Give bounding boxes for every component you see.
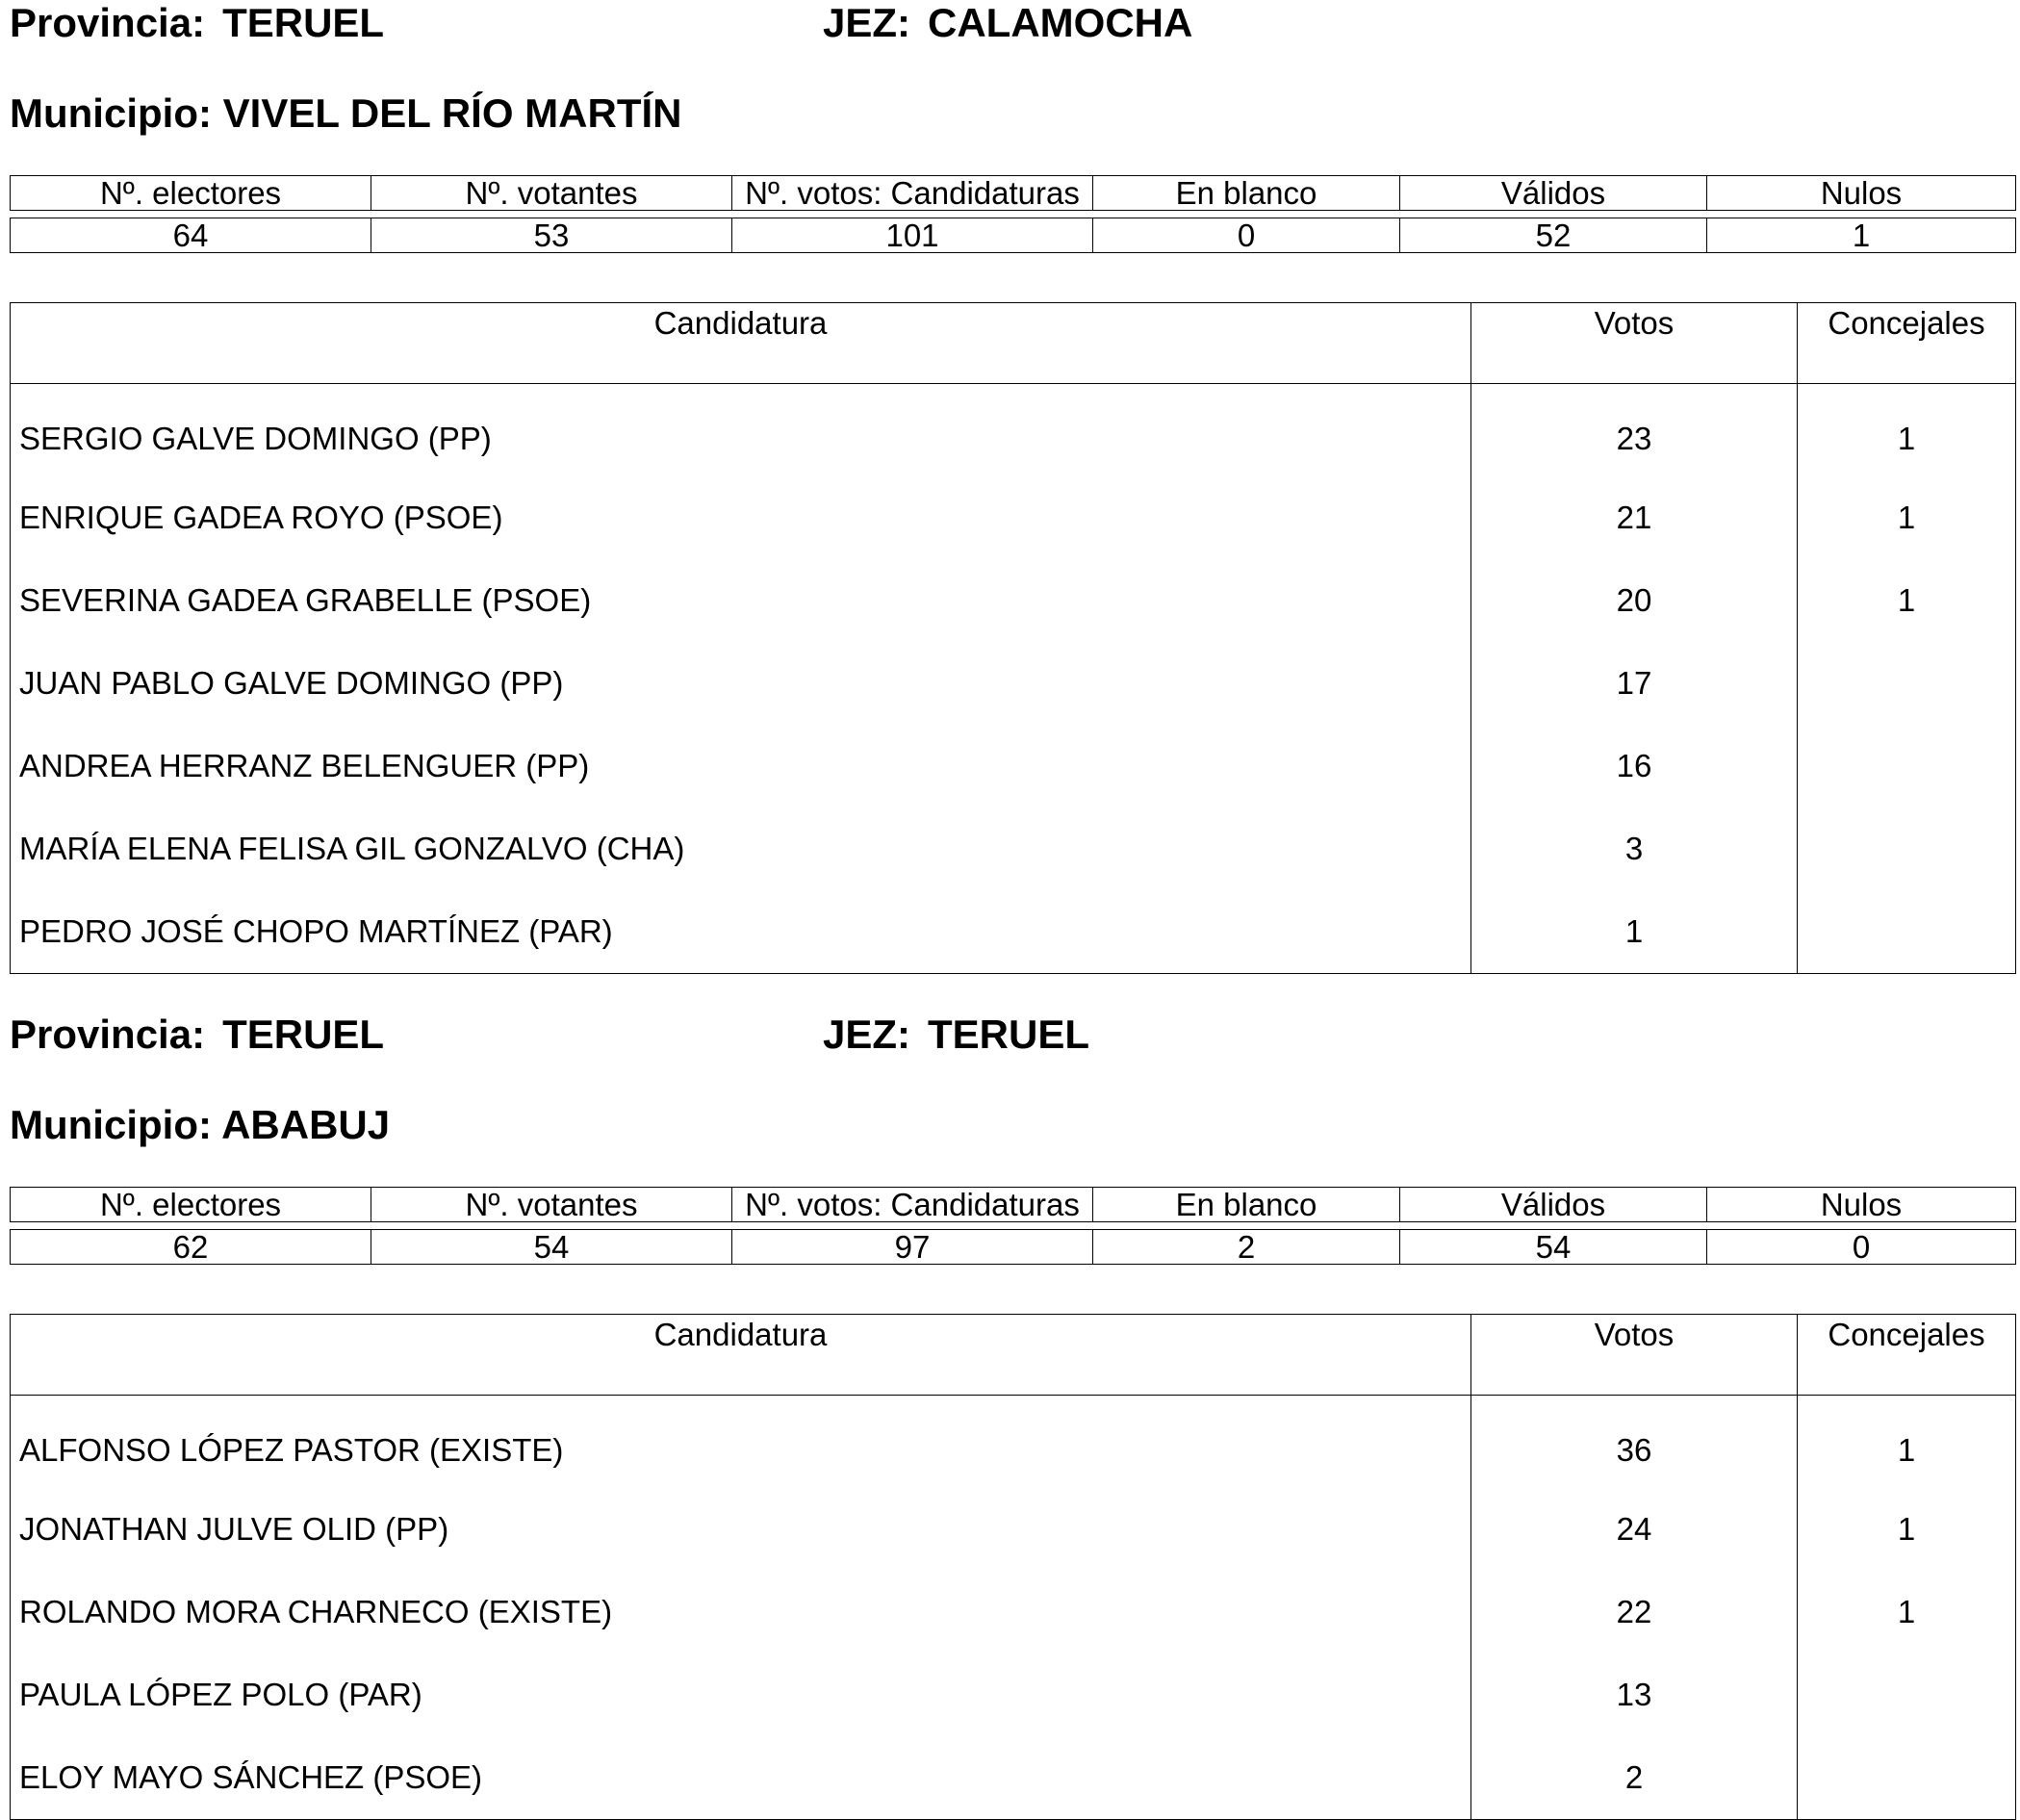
candidate-concejales — [1798, 725, 2016, 807]
table-row — [11, 807, 2016, 890]
candidate-name: ANDREA HERRANZ BELENGUER (PP) — [19, 748, 590, 783]
provincia-label: Provincia: — [10, 1012, 206, 1057]
candidate-concejales: 1 — [1798, 384, 2016, 477]
stat-header-en-blanco: En blanco — [1093, 176, 1400, 211]
stat-nulos: 0 — [1707, 1230, 2016, 1265]
jez-label: JEZ: — [823, 1012, 911, 1057]
header-concejales: Concejales — [1798, 1315, 2016, 1396]
provincia-heading — [10, 1012, 384, 1058]
stat-header-votos-candidaturas: Nº. votos: Candidaturas — [732, 1188, 1093, 1222]
municipio-heading — [10, 90, 681, 137]
header-concejales: Concejales — [1798, 303, 2016, 384]
candidate-concejales: 1 — [1798, 1571, 2016, 1653]
candidate-votos: 24 — [1471, 1488, 1798, 1571]
jez-value: TERUEL — [928, 1012, 1090, 1057]
stat-votantes: 54 — [371, 1230, 732, 1265]
candidate-votos: 16 — [1471, 725, 1798, 807]
table-row — [11, 1396, 2016, 1489]
municipio-heading — [10, 1102, 390, 1148]
stat-header-validos: Válidos — [1400, 176, 1707, 211]
candidate-name: ELOY MAYO SÁNCHEZ (PSOE) — [19, 1759, 483, 1795]
candidate-concejales — [1798, 642, 2016, 725]
candidate-votos: 2 — [1471, 1736, 1798, 1820]
municipio-value: ABABUJ — [221, 1102, 391, 1147]
provincia-value: TERUEL — [222, 1012, 385, 1057]
candidate-name: SEVERINA GADEA GRABELLE (PSOE) — [19, 582, 592, 618]
stat-en-blanco: 0 — [1093, 218, 1400, 253]
candidate-votos: 3 — [1471, 807, 1798, 890]
candidate-name: SERGIO GALVE DOMINGO (PP) — [19, 421, 492, 456]
table-row — [11, 384, 2016, 477]
provincia-label: Provincia: — [10, 0, 206, 45]
stat-header-electores: Nº. electores — [11, 1188, 371, 1222]
table-row — [11, 1488, 2016, 1571]
provincia-heading — [10, 0, 384, 46]
header-votos: Votos — [1471, 303, 1798, 384]
candidate-concejales — [1798, 807, 2016, 890]
candidates-table — [10, 1314, 2016, 1820]
stat-validos: 54 — [1400, 1230, 1707, 1265]
table-row — [11, 725, 2016, 807]
stat-header-en-blanco: En blanco — [1093, 1188, 1400, 1222]
stats-value-row — [11, 218, 2016, 253]
stat-header-nulos: Nulos — [1707, 1188, 2016, 1222]
candidate-votos: 17 — [1471, 642, 1798, 725]
candidate-votos: 36 — [1471, 1396, 1798, 1489]
stat-header-nulos: Nulos — [1707, 176, 2016, 211]
stat-votantes: 53 — [371, 218, 732, 253]
candidate-name: ALFONSO LÓPEZ PASTOR (EXISTE) — [19, 1432, 564, 1468]
municipio-label: Municipio: — [10, 90, 212, 136]
candidate-name: MARÍA ELENA FELISA GIL GONZALVO (CHA) — [19, 831, 685, 866]
candidate-concejales — [1798, 1736, 2016, 1820]
municipio-value: VIVEL DEL RÍO MARTÍN — [222, 90, 682, 136]
candidate-concejales: 1 — [1798, 476, 2016, 559]
candidates-table — [10, 302, 2016, 974]
candidate-votos: 13 — [1471, 1653, 1798, 1736]
candidates-header-row — [11, 303, 2016, 384]
candidate-name: ENRIQUE GADEA ROYO (PSOE) — [19, 500, 503, 535]
header-votos: Votos — [1471, 1315, 1798, 1396]
municipio-section-2 — [10, 1012, 2015, 1810]
candidate-name: PEDRO JOSÉ CHOPO MARTÍNEZ (PAR) — [19, 913, 613, 949]
stat-validos: 52 — [1400, 218, 1707, 253]
stats-table — [10, 1187, 2016, 1265]
table-row — [11, 890, 2016, 974]
stat-electores: 64 — [11, 218, 371, 253]
stat-votos-candidaturas: 101 — [732, 218, 1093, 253]
stats-header-row — [11, 176, 2016, 211]
candidate-votos: 22 — [1471, 1571, 1798, 1653]
candidate-concejales: 1 — [1798, 1488, 2016, 1571]
stat-header-votantes: Nº. votantes — [371, 176, 732, 211]
candidate-concejales — [1798, 890, 2016, 974]
header-candidatura: Candidatura — [11, 1315, 1471, 1396]
jez-heading — [823, 1012, 1089, 1058]
table-row — [11, 1736, 2016, 1820]
stat-nulos: 1 — [1707, 218, 2016, 253]
jez-heading — [823, 0, 1192, 46]
stats-header-row — [11, 1188, 2016, 1222]
header-candidatura: Candidatura — [11, 303, 1471, 384]
candidate-votos: 1 — [1471, 890, 1798, 974]
provincia-value: TERUEL — [222, 0, 385, 45]
stats-value-row — [11, 1230, 2016, 1265]
stats-table — [10, 175, 2016, 253]
candidate-name: JONATHAN JULVE OLID (PP) — [19, 1511, 449, 1547]
jez-label: JEZ: — [823, 0, 911, 45]
candidate-votos: 21 — [1471, 476, 1798, 559]
stat-header-validos: Válidos — [1400, 1188, 1707, 1222]
stat-en-blanco: 2 — [1093, 1230, 1400, 1265]
table-row — [11, 642, 2016, 725]
candidate-name: PAULA LÓPEZ POLO (PAR) — [19, 1677, 422, 1712]
stat-votos-candidaturas: 97 — [732, 1230, 1093, 1265]
candidate-concejales — [1798, 1653, 2016, 1736]
stat-header-votantes: Nº. votantes — [371, 1188, 732, 1222]
table-row — [11, 1571, 2016, 1653]
stat-header-votos-candidaturas: Nº. votos: Candidaturas — [732, 176, 1093, 211]
table-row — [11, 476, 2016, 559]
table-row — [11, 559, 2016, 642]
candidate-concejales: 1 — [1798, 559, 2016, 642]
candidate-votos: 20 — [1471, 559, 1798, 642]
municipio-label: Municipio: — [10, 1102, 212, 1147]
jez-value: CALAMOCHA — [928, 0, 1193, 45]
candidates-header-row — [11, 1315, 2016, 1396]
candidate-name: ROLANDO MORA CHARNECO (EXISTE) — [19, 1594, 613, 1629]
candidate-votos: 23 — [1471, 384, 1798, 477]
table-row — [11, 1653, 2016, 1736]
stat-electores: 62 — [11, 1230, 371, 1265]
stat-header-electores: Nº. electores — [11, 176, 371, 211]
candidate-concejales: 1 — [1798, 1396, 2016, 1489]
candidate-name: JUAN PABLO GALVE DOMINGO (PP) — [19, 665, 564, 701]
municipio-section-1 — [10, 0, 2015, 962]
